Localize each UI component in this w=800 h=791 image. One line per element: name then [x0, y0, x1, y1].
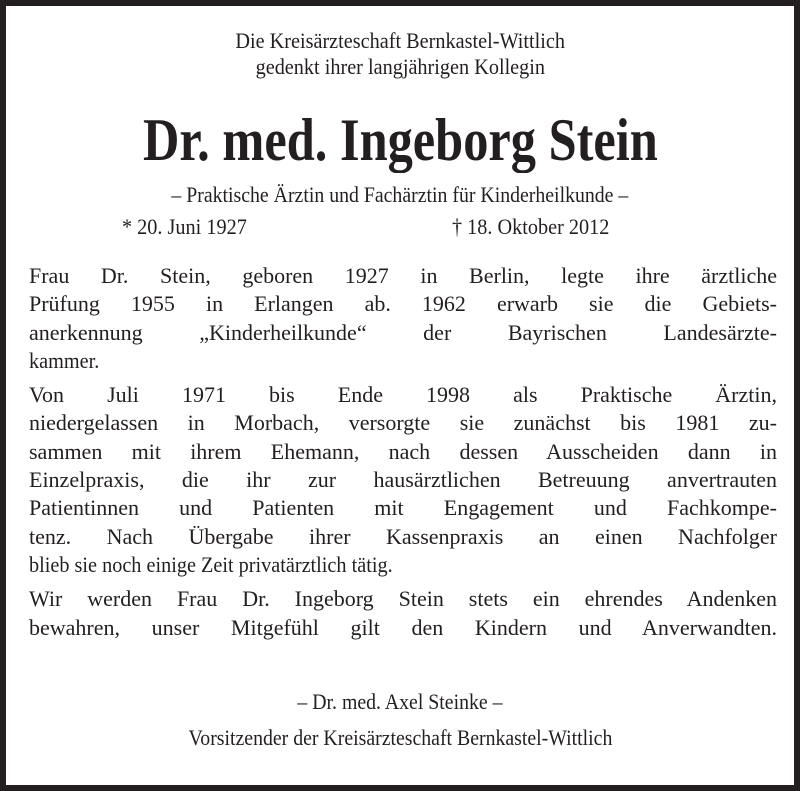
- signature-role-text: Vorsitzender der Kreisärzteschaft Bernkastel-Wittlich: [188, 725, 612, 750]
- paragraph-biography: [29, 262, 777, 375]
- body-line: bewahren, unser Mitgefühl gilt den Kindern und Anverwandten.: [29, 614, 777, 640]
- body-line: Von Juli 1971 bis Ende 1998 als Praktische Ärztin,: [29, 382, 777, 408]
- body-line: Patientinnen und Patienten mit Engagement und Fachkompe-: [29, 495, 777, 521]
- profession-subtitle: [6, 182, 794, 208]
- signature-role: [6, 725, 794, 751]
- death-date: [452, 214, 623, 240]
- body-line: Wir werden Frau Dr. Ingeborg Stein stets ein ehrendes Andenken: [29, 586, 777, 612]
- deceased-name-title: [6, 107, 794, 173]
- body-line: Prüfung 1955 in Erlangen ab. 1962 erwarb sie die Gebiets-: [29, 291, 777, 317]
- header-line-2: [6, 54, 794, 80]
- birth-date: [122, 214, 258, 240]
- body-line: blieb sie noch einige Zeit privatärztlich tätig.: [29, 551, 393, 577]
- birth-date-text: * 20. Juni 1927: [122, 214, 247, 239]
- body-line: niedergelassen in Morbach, versorgte sie zunächst bis 1981 zu-: [29, 410, 777, 436]
- body-line: kammer.: [29, 347, 100, 373]
- paragraph-condolence: [29, 585, 777, 642]
- signature-name-text: – Dr. med. Axel Steinke –: [297, 689, 503, 714]
- death-date-text: † 18. Oktober 2012: [452, 214, 610, 239]
- body-line: Einzelpraxis, die ihr zur hausärztlichen Betreuung anvertrauten: [29, 467, 777, 493]
- body-line: tenz. Nach Übergabe ihrer Kassenpraxis an einen Nachfolger: [29, 523, 777, 549]
- obituary-body: [29, 262, 777, 648]
- header-line-1: [6, 28, 794, 54]
- body-line: anerkennung „Kinderheilkunde“ der Bayrischen Landesärzte-: [29, 319, 777, 345]
- body-line: Frau Dr. Stein, geboren 1927 in Berlin, legte ihre ärztliche: [29, 263, 777, 288]
- signature-name: [6, 689, 794, 715]
- title-text: Dr. med. Ingeborg Stein: [142, 107, 658, 173]
- subtitle-text: – Praktische Ärztin und Fachärztin für Kinderheilkunde –: [171, 182, 629, 207]
- header-organization-text: Die Kreisärzteschaft Bernkastel-Wittlich: [235, 28, 565, 53]
- header-commemoration-text: gedenkt ihrer langjährigen Kollegin: [255, 54, 545, 79]
- body-line: sammen mit ihrem Ehemann, nach dessen Ausscheiden dann in: [29, 438, 777, 464]
- paragraph-career: [29, 381, 777, 579]
